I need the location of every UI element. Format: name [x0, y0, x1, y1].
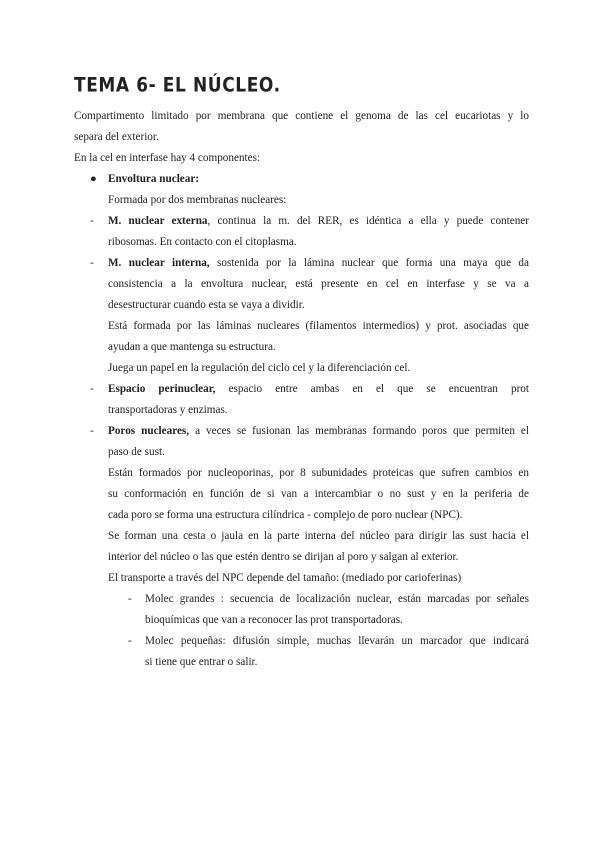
espacio-term: Espacio perinuclear, [108, 383, 216, 395]
dash-marker: - [90, 425, 94, 437]
poros-line-7: interior del núcleo o las que estén dentro se dirijan al poro y salgan al exterior. [108, 551, 459, 563]
grandes-line-1: Molec grandes : secuencia de localización nuclear, están marcadas por señales [145, 593, 529, 605]
intro-line-3: En la cel en interfase hay 4 componentes: [74, 152, 261, 164]
pequenas-line-2: si tiene que entrar o salir. [145, 656, 258, 668]
interna-line-5: ayudan a que mantenga su estructura. [108, 341, 276, 353]
dash-marker: - [128, 593, 132, 605]
dash-marker: - [128, 635, 132, 647]
envoltura-heading [108, 172, 199, 186]
externa-line-1: M. nuclear externa, continua la m. del RER, es idéntica a ella y puede contener [108, 215, 529, 227]
interna-line-1: M. nuclear interna, sostenida por la lámina nuclear que forma una maya que da [108, 257, 529, 269]
poros-line-1: Poros nucleares, a veces se fusionan las membranas formando poros que permiten el [108, 425, 529, 437]
externa-term: M. nuclear externa [108, 215, 208, 227]
externa-line-2: ribosomas. En contacto con el citoplasma. [108, 236, 297, 248]
poros-line-6: Se forman una cesta o jaula en la parte interna del núcleo para dirigir las sust hacia el [108, 530, 529, 542]
poros-line-3: Están formados por nucleoporinas, por 8 subunidades proteicas que sufren cambios en [108, 467, 529, 479]
poros-line-8: El transporte a través del NPC depende del tamaño: (mediado por carioferinas) [108, 572, 462, 584]
interna-line-6: Juega un papel en la regulación del ciclo cel y la diferenciación cel. [108, 362, 411, 374]
poros-term: Poros nucleares, [108, 425, 190, 437]
envoltura-sub: Formada por dos membranas nucleares: [108, 194, 287, 206]
interna-line-4: Está formada por las láminas nucleares (filamentos intermedios) y prot. asociadas que [108, 320, 529, 332]
espacio-line-1: Espacio perinuclear, espacio entre ambas en el que se encuentran prot [108, 383, 529, 395]
dash-marker: - [90, 215, 94, 227]
page-title: TEMA 6- EL NÚCLEO. [74, 74, 281, 97]
espacio-line-2: transportadoras y enzimas. [108, 404, 228, 416]
dash-marker: - [90, 257, 94, 269]
poros-line-4: su conformación en función de si van a intercambiar o no sust y en la periferia de [108, 488, 529, 500]
interna-term: M. nuclear interna, [108, 257, 210, 269]
grandes-line-2: bioquímicas que van a reconocer las prot transportadoras. [145, 614, 403, 626]
poros-line-5: cada poro se forma una estructura cilíndrica - complejo de poro nuclear (NPC). [108, 509, 463, 521]
intro-line-1: Compartimento limitado por membrana que contiene el genoma de las cel eucariotas y lo [74, 110, 529, 122]
dash-marker: - [90, 383, 94, 395]
envoltura-term: Envoltura nuclear: [108, 173, 200, 185]
interna-line-3: desestructurar cuando esta se vaya a dividir. [108, 299, 305, 311]
intro-line-2: separa del exterior. [74, 131, 159, 143]
bullet-marker: ● [90, 173, 97, 185]
pequenas-line-1: Molec pequeñas: difusión simple, muchas llevarán un marcador que indicará [145, 635, 529, 647]
poros-line-2: paso de sust. [108, 446, 165, 458]
interna-line-2: consistencia a la envoltura nuclear, está presente en cel en interfase y se va a [108, 278, 529, 290]
